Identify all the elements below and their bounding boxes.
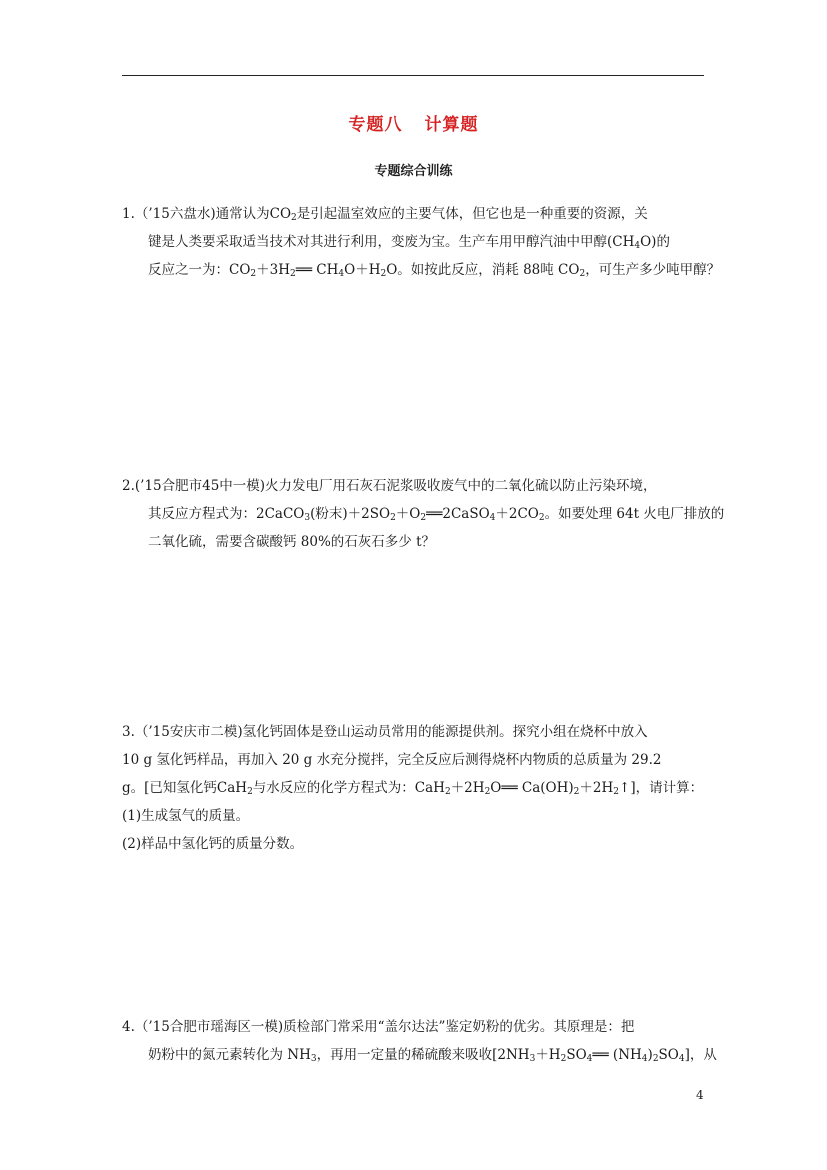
problem-line (122, 718, 712, 746)
text-run: 。如要处理 64t 火电厂排放的 (544, 506, 725, 522)
subscript: 4 (338, 269, 345, 279)
section-heading: 专题综合训练 (374, 164, 453, 179)
problem-line (122, 500, 725, 528)
problem-2 (122, 472, 725, 556)
subscript: 3 (310, 1054, 317, 1064)
problem-line (122, 472, 712, 500)
text-run: ，再用一定量的稀硫酸来吸收[2NH (316, 1047, 530, 1063)
subscript: 2 (247, 787, 253, 797)
subscript: 2 (390, 513, 396, 523)
problem-line (122, 746, 712, 774)
text-run: O。如按此反应，消耗 88吨 CO (386, 262, 580, 278)
subscript: 2 (652, 1054, 659, 1064)
text-run: g。[已知氢化钙CaH (122, 780, 248, 796)
subscript: 2 (484, 787, 491, 797)
subscript: 4 (489, 513, 496, 523)
title-sub: 计算题 (424, 115, 479, 135)
text-run: ＋2H (450, 780, 485, 796)
text-run: ＋2CO (495, 506, 539, 522)
problem-line (122, 1041, 717, 1069)
text-run: 2.(’15合肥市45中一模)火力发电厂用石灰石泥浆吸收废气中的二氧化硫以防止污染环境， (122, 478, 657, 494)
subscript: 2 (560, 1054, 567, 1064)
text-run: ＋3H (256, 262, 291, 278)
text-run: (2)样品中氢化钙的质量分数。 (122, 836, 304, 852)
text-run: O══ Ca(OH) (490, 780, 574, 796)
text-run: 是引起温室效应的主要气体，但它也是一种重要的资源，关 (296, 206, 648, 222)
header-rule (122, 75, 704, 76)
problem-line (122, 200, 712, 228)
page-number: 4 (696, 1088, 704, 1102)
problem-3 (122, 718, 712, 858)
subscript: 4 (678, 1054, 685, 1064)
problem-1 (122, 200, 721, 284)
problem-line (122, 228, 712, 256)
subscript: 2 (291, 213, 297, 223)
subscript: 3 (304, 513, 311, 523)
problem-line (122, 1013, 712, 1041)
problem-line (122, 256, 721, 284)
subscript: 2 (579, 269, 586, 279)
subscript: 2 (444, 787, 451, 797)
text-run: 键是人类要采取适当技术对其进行利用，变废为宝。生产车用甲醇汽油中甲醇(CH (148, 234, 635, 250)
subscript: 4 (641, 1054, 648, 1064)
text-run: ]，从 (684, 1047, 717, 1063)
text-run: (粉末)＋2SO (310, 506, 391, 522)
page-title (0, 110, 827, 135)
text-run: ＋H (535, 1047, 561, 1063)
text-run: 二氧化硫，需要含碳酸钙 80%的石灰石多少 t？ (148, 534, 436, 550)
subscript: 4 (634, 241, 641, 251)
text-run: ，可生产多少吨甲醇？ (585, 262, 721, 278)
subscript: 2 (613, 787, 620, 797)
text-run: 10 g 氢化钙样品，再加入 20 g 水充分搅拌，完全反应后测得烧杯内物质的总质量为 29.2 (122, 752, 662, 768)
text-run: ＋2H (579, 780, 614, 796)
text-run: O)的 (640, 234, 670, 250)
text-run: 其反应方程式为：2CaCO (148, 506, 305, 522)
subscript: 2 (573, 787, 580, 797)
text-run: ) (647, 1047, 653, 1063)
problem-line (122, 802, 712, 830)
text-run: SO (566, 1047, 587, 1063)
subscript: 2 (290, 269, 296, 279)
text-run: 1.（’15六盘水)通常认为CO (122, 206, 292, 222)
text-run: 与水反应的化学方程式为：CaH (252, 780, 445, 796)
text-run: ↑]，请计算： (619, 780, 704, 796)
title-main: 专题八 (348, 115, 403, 135)
problem-line (122, 528, 712, 556)
subscript: 2 (538, 513, 545, 523)
text-run: O＋H (344, 262, 381, 278)
subscript: 3 (529, 1054, 536, 1064)
subscript: 2 (380, 269, 387, 279)
text-run: 3.（’15安庆市二模)氢化钙固体是登山运动员常用的能源提供剂。探究小组在烧杯中放入 (122, 724, 648, 740)
problem-4 (122, 1013, 717, 1069)
text-run: ══ CH (295, 262, 339, 278)
subscript: 4 (586, 1054, 593, 1064)
text-run: 奶粉中的氮元素转化为 NH (148, 1047, 311, 1063)
subscript: 2 (250, 269, 257, 279)
subscript: 2 (420, 513, 427, 523)
text-run: ＋O (395, 506, 421, 522)
text-run: 反应之一为：CO (148, 262, 251, 278)
text-run: 4.（’15合肥市瑶海区一模)质检部门常采用“盖尔达法”鉴定奶粉的优劣。其原理是：把 (122, 1019, 635, 1035)
problem-line (122, 774, 712, 802)
text-run: ══2CaSO (426, 506, 490, 522)
text-run: ══ (NH (592, 1047, 642, 1063)
text-run: (1)生成氢气的质量。 (122, 808, 250, 824)
problem-line (122, 830, 712, 858)
text-run: SO (658, 1047, 679, 1063)
